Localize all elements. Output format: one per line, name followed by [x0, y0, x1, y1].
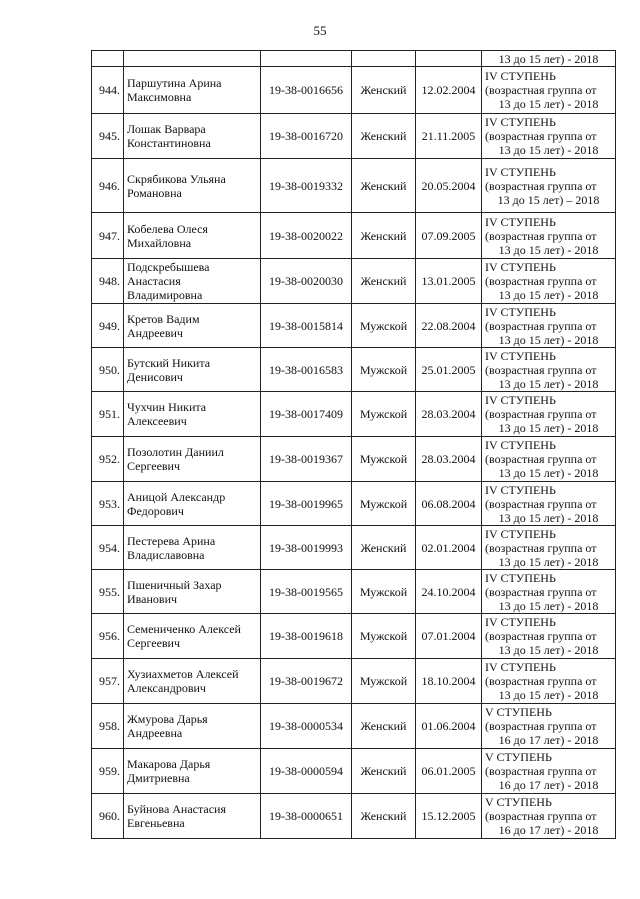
gender: Мужской — [352, 659, 416, 704]
row-number: 954. — [92, 526, 124, 570]
table-row — [92, 392, 616, 437]
level-cell — [482, 749, 616, 794]
age-group-line-1: (возрастная группа от — [485, 452, 597, 466]
level-cell — [482, 213, 616, 259]
age-group-line-1: (возрастная группа от — [485, 228, 597, 243]
birth-date: 25.01.2005 — [416, 348, 482, 392]
continued-row — [92, 51, 616, 67]
page-number: 55 — [313, 23, 327, 38]
level-cell — [482, 526, 616, 570]
full-name: Семениченко Алексей Сергеевич — [124, 614, 261, 659]
row-number: 960. — [92, 794, 124, 839]
age-group-line-1: (возрастная группа от — [485, 83, 597, 97]
full-name: Позолотин Даниил Сергеевич — [124, 437, 261, 482]
level-cell — [482, 304, 616, 348]
row-number: 950. — [92, 348, 124, 392]
full-name: Пестерева Арина Владиславовна — [124, 526, 261, 570]
age-group-line-1: (возрастная группа от — [485, 540, 597, 555]
age-group-line-2: 13 до 15 лет) - 2018 — [498, 643, 599, 657]
participant-id: 19-38-0019332 — [261, 159, 352, 213]
level-name: V СТУПЕНЬ — [485, 705, 552, 719]
age-group-line-2: 13 до 15 лет) - 2018 — [498, 242, 599, 257]
full-name: Бутский Никита Денисович — [124, 348, 261, 392]
level-cell — [482, 67, 616, 114]
age-group-line-2: 13 до 15 лет) - 2018 — [498, 688, 599, 702]
level-name: IV СТУПЕНЬ — [485, 393, 556, 407]
birth-date: 02.01.2004 — [416, 526, 482, 570]
level-name: IV СТУПЕНЬ — [485, 526, 556, 541]
full-name: Подскребышева Анастасия Владимировна — [124, 259, 261, 304]
age-group-line-1: (возрастная группа от — [485, 629, 597, 643]
age-group-line-2: 13 до 15 лет) - 2018 — [498, 288, 599, 302]
age-group-line-1: (возрастная группа от — [485, 496, 597, 511]
level-name: V СТУПЕНЬ — [485, 795, 552, 809]
cell-id — [261, 51, 352, 67]
participant-id: 19-38-0019965 — [261, 482, 352, 526]
row-number: 945. — [92, 114, 124, 159]
full-name: Хузиахметов Алексей Александрович — [124, 659, 261, 704]
level-name: IV СТУПЕНЬ — [485, 348, 556, 363]
full-name: Скрябикова Ульяна Романовна — [124, 159, 261, 213]
level-name: IV СТУПЕНЬ — [485, 214, 556, 229]
table-row — [92, 659, 616, 704]
age-group-line-2: 13 до 15 лет) - 2018 — [498, 466, 599, 480]
birth-date: 06.01.2005 — [416, 749, 482, 794]
age-group-line-2: 16 до 17 лет) - 2018 — [498, 823, 599, 837]
gender: Женский — [352, 259, 416, 304]
age-group-line-2: 13 до 15 лет) - 2018 — [498, 332, 599, 347]
participant-id: 19-38-0020022 — [261, 213, 352, 259]
row-number: 951. — [92, 392, 124, 437]
table-row — [92, 159, 616, 213]
birth-date: 06.08.2004 — [416, 482, 482, 526]
birth-date: 28.03.2004 — [416, 392, 482, 437]
row-number: 952. — [92, 437, 124, 482]
birth-date: 15.12.2005 — [416, 794, 482, 839]
birth-date: 22.08.2004 — [416, 304, 482, 348]
level-group-tail: 13 до 15 лет) - 2018 — [498, 51, 599, 66]
level-name: IV СТУПЕНЬ — [485, 69, 556, 83]
row-number: 949. — [92, 304, 124, 348]
level-name: IV СТУПЕНЬ — [485, 438, 556, 452]
gender: Женский — [352, 213, 416, 259]
table-row — [92, 304, 616, 348]
gender: Женский — [352, 114, 416, 159]
age-group-line-1: (возрастная группа от — [485, 764, 597, 778]
table-row — [92, 704, 616, 749]
gender: Женский — [352, 704, 416, 749]
level-cell — [482, 794, 616, 839]
gender: Женский — [352, 526, 416, 570]
age-group-line-1: (возрастная группа от — [485, 178, 597, 193]
table-row — [92, 437, 616, 482]
full-name: Аницой Александр Федорович — [124, 482, 261, 526]
age-group-line-2: 13 до 15 лет) - 2018 — [498, 143, 599, 157]
birth-date: 01.06.2004 — [416, 704, 482, 749]
age-group-line-2: 13 до 15 лет) - 2018 — [498, 376, 599, 391]
participants-table — [91, 50, 616, 839]
birth-date: 12.02.2004 — [416, 67, 482, 114]
age-group-line-1: (возрастная группа от — [485, 674, 597, 688]
cell-num — [92, 51, 124, 67]
participant-id: 19-38-0017409 — [261, 392, 352, 437]
birth-date: 28.03.2004 — [416, 437, 482, 482]
age-group-line-1: (возрастная группа от — [485, 584, 597, 599]
participant-id: 19-38-0016656 — [261, 67, 352, 114]
level-name: V СТУПЕНЬ — [485, 750, 552, 764]
participant-id: 19-38-0000594 — [261, 749, 352, 794]
cell-name — [124, 51, 261, 67]
row-number: 948. — [92, 259, 124, 304]
age-group-line-2: 16 до 17 лет) - 2018 — [498, 733, 599, 747]
participant-id: 19-38-0020030 — [261, 259, 352, 304]
row-number: 957. — [92, 659, 124, 704]
level-name: IV СТУПЕНЬ — [485, 482, 556, 497]
birth-date: 13.01.2005 — [416, 259, 482, 304]
age-group-line-2: 13 до 15 лет) - 2018 — [498, 97, 599, 111]
gender: Мужской — [352, 304, 416, 348]
age-group-line-1: (возрастная группа от — [485, 318, 597, 333]
level-name: IV СТУПЕНЬ — [485, 304, 556, 319]
birth-date: 20.05.2004 — [416, 159, 482, 213]
birth-date: 18.10.2004 — [416, 659, 482, 704]
full-name: Жмурова Дарья Андреевна — [124, 704, 261, 749]
table-body — [92, 51, 616, 839]
full-name: Кобелева Олеся Михайловна — [124, 213, 261, 259]
row-number: 947. — [92, 213, 124, 259]
age-group-line-1: (возрастная группа от — [485, 719, 597, 733]
table-row — [92, 259, 616, 304]
table-row — [92, 213, 616, 259]
gender: Мужской — [352, 348, 416, 392]
level-cell — [482, 437, 616, 482]
participant-id: 19-38-0019367 — [261, 437, 352, 482]
full-name: Лошак Варвара Константиновна — [124, 114, 261, 159]
age-group-line-2: 16 до 17 лет) - 2018 — [498, 778, 599, 792]
level-name: IV СТУПЕНЬ — [485, 615, 556, 629]
birth-date: 07.09.2005 — [416, 213, 482, 259]
table-row — [92, 794, 616, 839]
gender: Мужской — [352, 392, 416, 437]
cell-sex — [352, 51, 416, 67]
participant-id: 19-38-0019672 — [261, 659, 352, 704]
birth-date: 21.11.2005 — [416, 114, 482, 159]
full-name: Паршутина Арина Максимовна — [124, 67, 261, 114]
participant-id: 19-38-0019618 — [261, 614, 352, 659]
level-name: IV СТУПЕНЬ — [485, 115, 556, 129]
age-group-line-1: (возрастная группа от — [485, 407, 597, 421]
row-number: 959. — [92, 749, 124, 794]
full-name: Макарова Дарья Дмитриевна — [124, 749, 261, 794]
level-name: IV СТУПЕНЬ — [485, 570, 556, 585]
cell-date — [416, 51, 482, 67]
table-row — [92, 749, 616, 794]
age-group-line-2: 13 до 15 лет) - 2018 — [498, 510, 599, 525]
table-row — [92, 570, 616, 614]
table-row — [92, 482, 616, 526]
row-number: 956. — [92, 614, 124, 659]
participant-id: 19-38-0000651 — [261, 794, 352, 839]
level-name: IV СТУПЕНЬ — [485, 260, 556, 274]
participant-id: 19-38-0015814 — [261, 304, 352, 348]
row-number: 958. — [92, 704, 124, 749]
participant-id: 19-38-0019993 — [261, 526, 352, 570]
gender: Женский — [352, 67, 416, 114]
age-group-line-2: 13 до 15 лет) - 2018 — [498, 598, 599, 613]
cell-level — [482, 51, 616, 67]
level-name: IV СТУПЕНЬ — [485, 164, 556, 179]
gender: Мужской — [352, 614, 416, 659]
participant-id: 19-38-0019565 — [261, 570, 352, 614]
age-group-line-1: (возрастная группа от — [485, 274, 597, 288]
table-row — [92, 348, 616, 392]
level-cell — [482, 614, 616, 659]
participant-id: 19-38-0016720 — [261, 114, 352, 159]
row-number: 953. — [92, 482, 124, 526]
row-number: 946. — [92, 159, 124, 213]
gender: Мужской — [352, 437, 416, 482]
level-cell — [482, 482, 616, 526]
age-group-line-1: (возрастная группа от — [485, 362, 597, 377]
full-name: Чухчин Никита Алексеевич — [124, 392, 261, 437]
birth-date: 07.01.2004 — [416, 614, 482, 659]
level-cell — [482, 570, 616, 614]
level-cell — [482, 259, 616, 304]
row-number: 944. — [92, 67, 124, 114]
level-cell — [482, 348, 616, 392]
age-group-line-2: 13 до 15 лет) – 2018 — [497, 192, 600, 207]
age-group-line-1: (возрастная группа от — [485, 129, 597, 143]
row-number: 955. — [92, 570, 124, 614]
level-cell — [482, 704, 616, 749]
birth-date: 24.10.2004 — [416, 570, 482, 614]
gender: Женский — [352, 794, 416, 839]
level-name: IV СТУПЕНЬ — [485, 660, 556, 674]
table-row — [92, 67, 616, 114]
gender: Женский — [352, 159, 416, 213]
level-cell — [482, 159, 616, 213]
level-cell — [482, 392, 616, 437]
age-group-line-2: 13 до 15 лет) - 2018 — [498, 421, 599, 435]
level-cell — [482, 659, 616, 704]
level-cell — [482, 114, 616, 159]
age-group-line-2: 13 до 15 лет) - 2018 — [498, 554, 599, 569]
participant-id: 19-38-0016583 — [261, 348, 352, 392]
age-group-line-1: (возрастная группа от — [485, 809, 597, 823]
gender: Мужской — [352, 482, 416, 526]
table-row — [92, 526, 616, 570]
full-name: Пшеничный Захар Иванович — [124, 570, 261, 614]
table-row — [92, 114, 616, 159]
gender: Мужской — [352, 570, 416, 614]
table-row — [92, 614, 616, 659]
participant-id: 19-38-0000534 — [261, 704, 352, 749]
gender: Женский — [352, 749, 416, 794]
full-name: Кретов Вадим Андреевич — [124, 304, 261, 348]
full-name: Буйнова Анастасия Евгеньевна — [124, 794, 261, 839]
